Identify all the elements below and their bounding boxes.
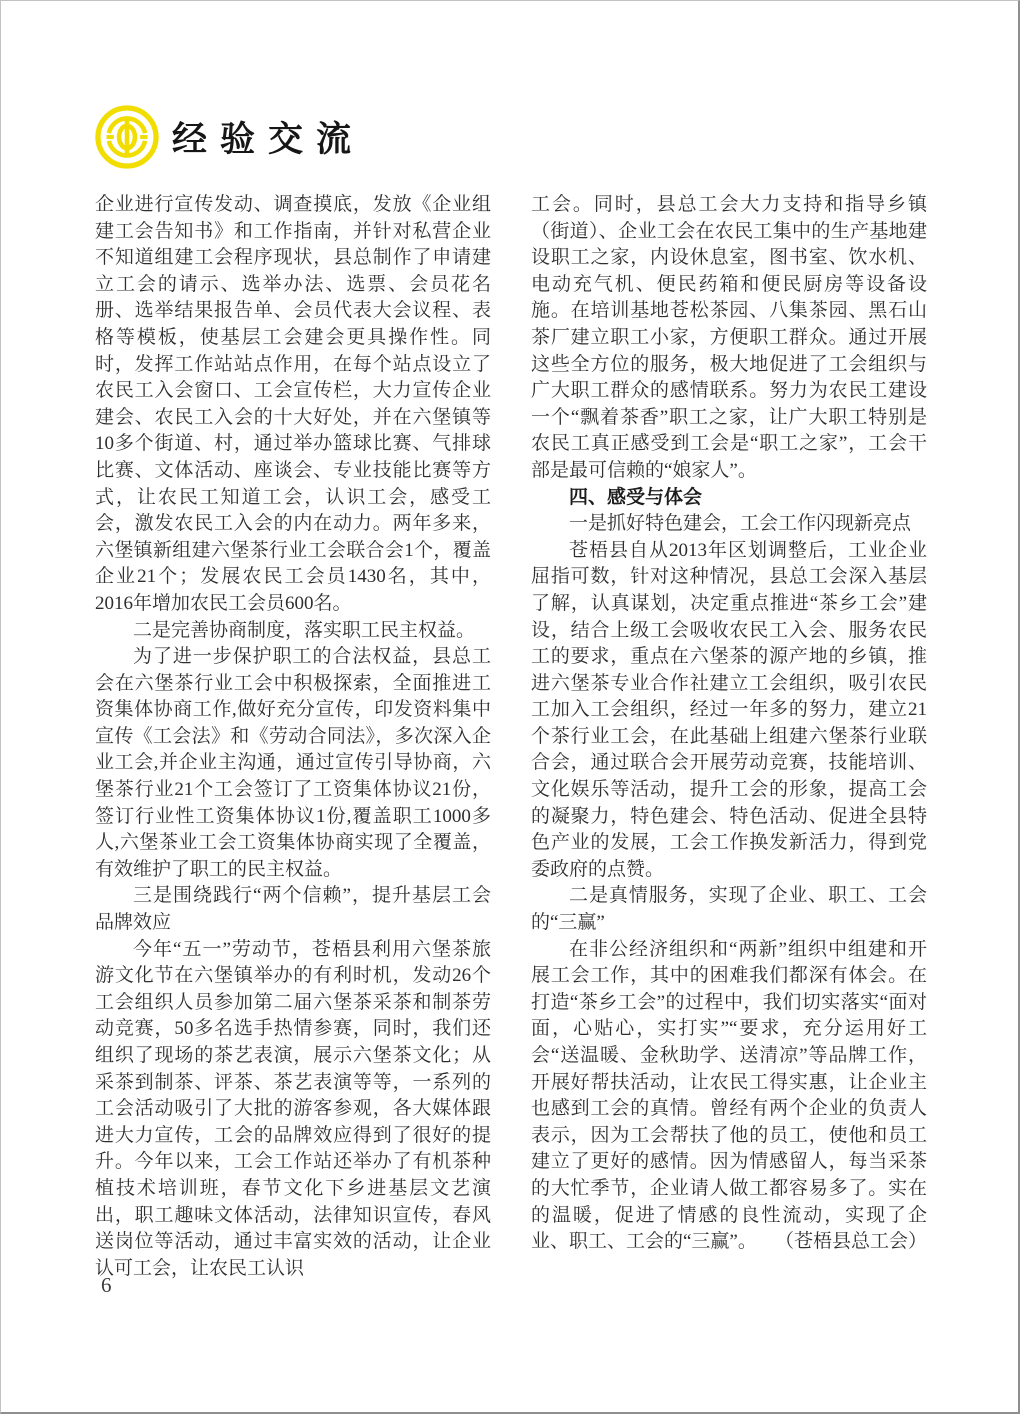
paragraph: 在非公经济组织和“两新”组织中组建和开展工会工作，其中的困难我们都深有体会。在打造“茶乡工会”的过程中，我们切实落实“面对面，心贴心，实打实”“要求，充分运用好工会“送温暖、金秋助学、送清凉”等品牌工作，开展好帮扶活动，让农民工得实惠，让企业主也感到工会的真情。曾经有两个企业的负责人表示，因为工会帮扶了他的员工，使他和员工建立了更好的感情。因为情感留人，每当采茶的大忙季节，企业请人做工都容易多了。实在的温暖，促进了情感的良性流动，实现了企业、职工、工会的“三赢”。: [531, 938, 927, 1253]
left-column: [95, 192, 491, 1282]
article-body: [95, 192, 927, 1282]
paragraph: 工会。同时，县总工会大力支持和指导乡镇（街道）、企业工会在农民工集中的生产基地建设职工之家，内设休息室，图书室、饮水机、电动充气机、便民药箱和便民厨房等设备设施。在培训基地苍松茶园、八集茶园、黑石山茶厂建立职工小家，方便职工群众。通过开展这些全方位的服务，极大地促进了工会组织与广大职工群众的感情联系。努力为农民工建设一个“飘着茶香”职工之家，让广大职工特别是农民工真正感受到工会是“职工之家”，工会干部是最可信赖的“娘家人”。: [531, 194, 927, 481]
magazine-page: [1, 1, 1018, 1412]
paragraph: 今年“五一”劳动节，苍梧县利用六堡茶旅游文化节在六堡镇举办的有利时机，发动26个工会组织人员参加第二届六堡茶采茶和制茶劳动竞赛，50多名选手热情参赛，同时，我们还组织了现场的茶艺表演，展示六堡茶文化；从采茶到制茶、评茶、茶艺表演等等，一系列的工会活动吸引了大批的游客参观，各大媒体跟进大力宣传，工会的品牌效应得到了很好的提升。今年以来，工会工作站还举办了有机茶种植技术培训班，春节文化下乡进基层文艺演出，职工趣味文体活动，法律知识宣传，春风送岗位等活动，通过丰富实效的活动，让企业认可工会，让农民工认识: [95, 938, 491, 1279]
subheading: 三是围绕践行“两个信赖”，提升基层工会品牌效应: [95, 885, 491, 934]
subheading: 一是抓好特色建会，工会工作闪现新亮点: [569, 513, 912, 535]
paragraph: 企业进行宣传发动、调查摸底，发放《企业组建工会告知书》和工作指南，并针对私营企业不知道组建工会程序现状，县总制作了申请建立工会的请示、选举办法、选票、会员花名册、选举结果报告单、会员代表大会议程、表格等模板，使基层工会建会更具操作性。同时，发挥工作站站点作用，在每个站点设立了农民工入会窗口、工会宣传栏，大力宣传企业建会、农民工入会的十大好处，并在六堡镇等10多个街道、村，通过举办篮球比赛、气排球比赛、文体活动、座谈会、专业技能比赛等方式，让农民工知道工会，认识工会，感受工会，激发农民工入会的内在动力。两年多来，六堡镇新组建六堡茶行业工会联合会1个，覆盖企业21个；发展农民工会员1430名，其中，2016年增加农民工会员600名。: [95, 194, 491, 614]
article-signature: （苍梧县总工会）: [774, 1231, 927, 1253]
section-heading: 四、感受与体会: [569, 486, 703, 508]
paragraph: 苍梧县自从2013年区划调整后，工业企业屈指可数，针对这种情况，县总工会深入基层了解，认真谋划，决定重点推进“茶乡工会”建设，结合上级工会吸收农民工入会、服务农民工的要求，重点在六堡茶的源产地的乡镇，推进六堡茶专业合作社建立工会组织，吸引农民工加入工会组织，经过一年多的努力，建立21个茶行业工会，在此基础上组建六堡茶行业联合会，通过联合会开展劳动竞赛，技能培训、文化娱乐等活动，提升工会的形象，提高工会的凝聚力，特色建会、特色活动、促进全县特色产业的发展，工会工作换发新活力，得到党委政府的点赞。: [531, 539, 927, 880]
union-emblem-icon: [94, 104, 160, 170]
subheading: 二是完善协商制度，落实职工民主权益。: [133, 619, 476, 641]
subheading: 二是真情服务，实现了企业、职工、工会的“三赢”: [531, 885, 927, 934]
page-number: 6: [101, 1273, 112, 1297]
masthead-title: 经验交流: [172, 120, 365, 159]
right-column: [531, 192, 927, 1282]
page-header: [94, 104, 364, 170]
paragraph: 为了进一步保护职工的合法权益，县总工会在六堡茶行业工会中积极探索，全面推进工资集体协商工作,做好充分宣传，印发资料集中宣传《工会法》和《劳动合同法》，多次深入企业工会,并企业主沟通，通过宣传引导协商，六堡茶行业21个工会签订了工资集体协议21份，签订行业性工资集体协议1份,覆盖职工1000多人,六堡茶业工会工资集体协商实现了全覆盖，有效维护了职工的民主权益。: [95, 646, 491, 880]
